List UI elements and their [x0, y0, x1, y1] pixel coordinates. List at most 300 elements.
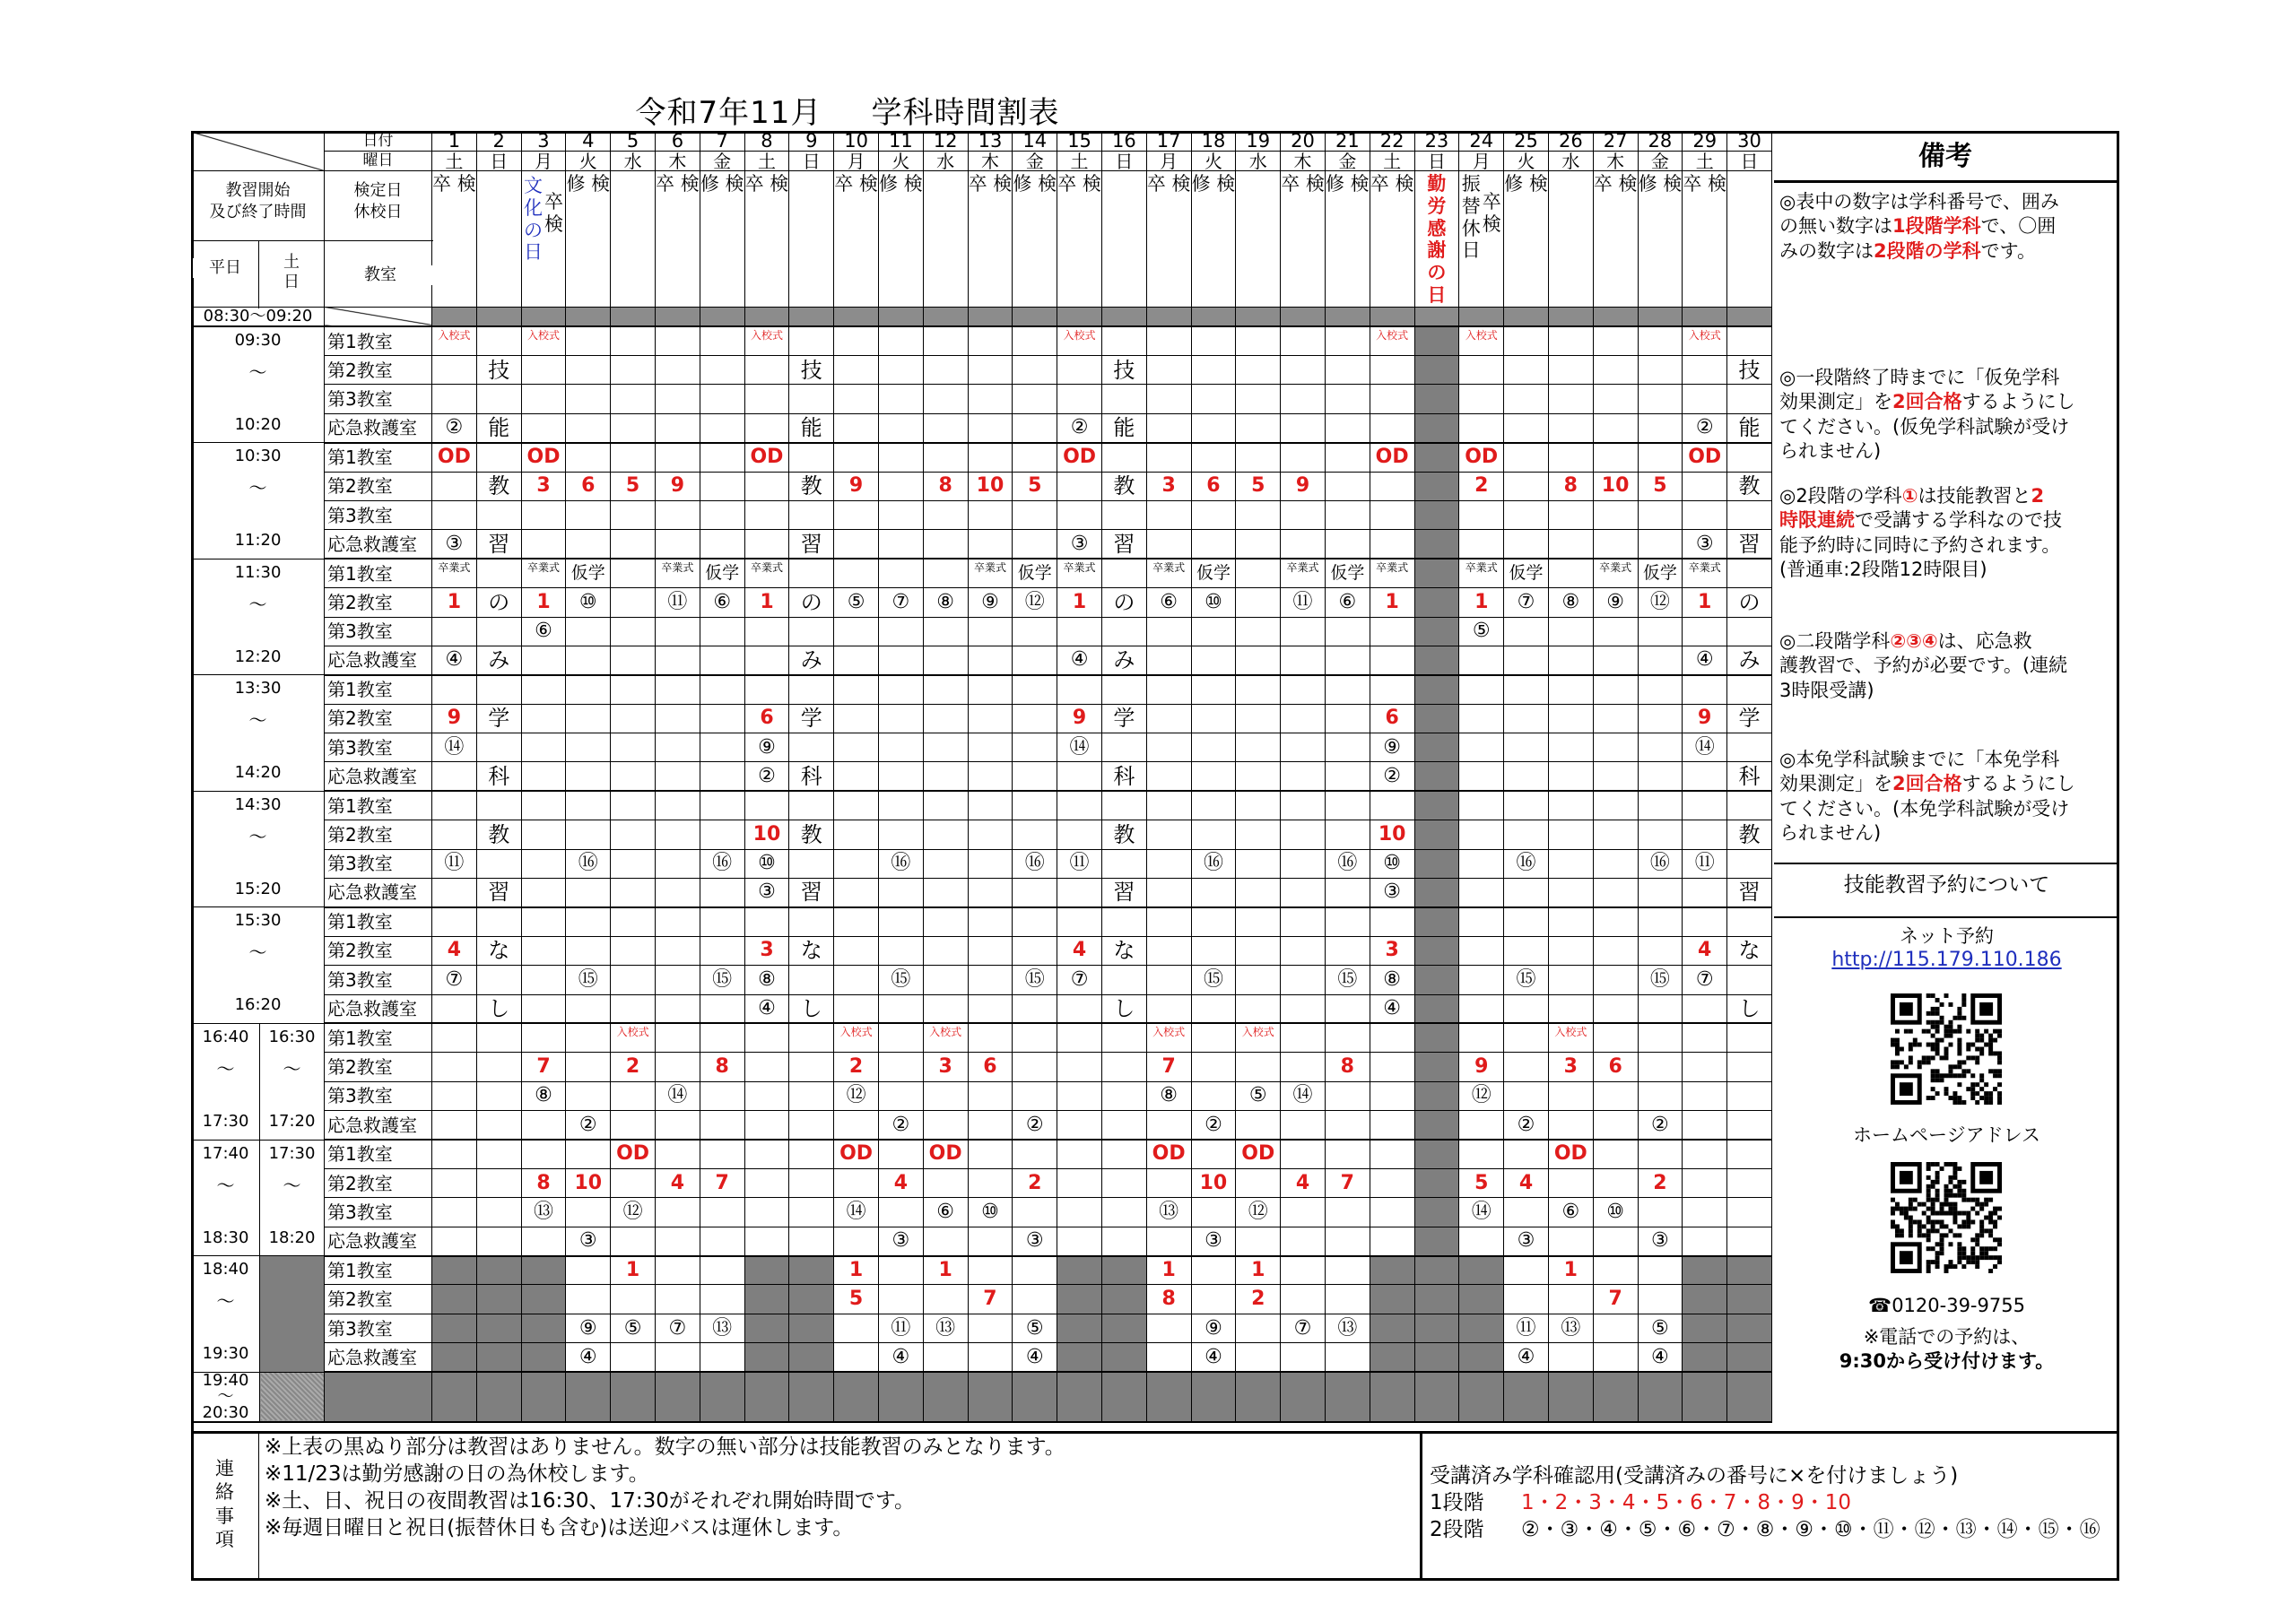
- lesson-cell: ②: [432, 413, 477, 442]
- lesson-cell: ④: [1057, 646, 1102, 674]
- lesson-cell: [1548, 385, 1593, 413]
- lesson-cell: [521, 966, 566, 994]
- phone-number: ☎0120-39-9755: [1868, 1295, 2025, 1316]
- lesson-cell: ⑭: [1281, 1081, 1326, 1110]
- closed-cell: [1504, 1372, 1549, 1422]
- slot-start-time: 13:30: [234, 679, 282, 698]
- closed-cell: [923, 1372, 968, 1422]
- lesson-cell: の: [1727, 588, 1772, 617]
- lesson-cell: [878, 443, 923, 472]
- lesson-cell: [611, 994, 656, 1023]
- lesson-cell: [1057, 820, 1102, 849]
- closed-cell: [1727, 1372, 1772, 1422]
- lesson-cell: [1146, 530, 1191, 559]
- lesson-cell: な: [1101, 936, 1146, 965]
- slot-start-time: 11:30: [234, 562, 282, 582]
- room-label: 第1教室: [325, 1140, 432, 1168]
- lesson-cell: [923, 879, 968, 907]
- closed-cell: [611, 1372, 656, 1422]
- lesson-cell: [1236, 1168, 1281, 1197]
- lesson-cell: [968, 1023, 1013, 1052]
- table-row: [192, 530, 1772, 559]
- lesson-cell: [923, 617, 968, 646]
- lesson-cell: ⑥: [923, 1198, 968, 1227]
- lesson-cell: [1593, 413, 1638, 442]
- lesson-cell: ⑪: [1281, 588, 1326, 617]
- lesson-cell: [1101, 559, 1146, 587]
- lesson-cell: [789, 1198, 834, 1227]
- lesson-cell: [655, 355, 700, 384]
- reservation-url-link[interactable]: http://115.179.110.186: [1831, 949, 2062, 971]
- lesson-cell: ⑮: [700, 966, 744, 994]
- lesson-cell: [1638, 355, 1683, 384]
- lesson-cell: [1325, 1256, 1370, 1285]
- contact-section: [191, 1431, 2119, 1581]
- lesson-cell: [700, 1285, 744, 1314]
- lesson-cell: [1057, 1081, 1102, 1110]
- lesson-cell: [1459, 530, 1504, 559]
- lesson-cell: [476, 1198, 521, 1227]
- lesson-cell: ③: [1638, 1227, 1683, 1255]
- lesson-cell: 2: [1236, 1285, 1281, 1314]
- lesson-cell: [1325, 1111, 1370, 1140]
- lesson-cell: ②: [1370, 762, 1414, 791]
- lesson-cell: ⑭: [655, 1081, 700, 1110]
- room-label: 第2教室: [325, 355, 432, 384]
- lesson-cell: [566, 385, 611, 413]
- lesson-cell: [1325, 443, 1370, 472]
- lesson-cell: [1593, 907, 1638, 936]
- lesson-cell: み: [1727, 646, 1772, 674]
- lesson-cell: [1548, 530, 1593, 559]
- lesson-cell: 6: [566, 472, 611, 500]
- last-slot-text: 20:30: [202, 1402, 249, 1422]
- lesson-cell: [878, 1140, 923, 1168]
- lesson-cell: ⑮: [1638, 966, 1683, 994]
- slot-end-time: 15:20: [234, 879, 282, 898]
- lesson-cell: [1504, 1285, 1549, 1314]
- lesson-cell: 卒業式: [1370, 559, 1414, 587]
- stage2-label: 2段階: [1430, 1518, 1484, 1541]
- lesson-cell: [834, 994, 879, 1023]
- closed-cell: [1459, 307, 1504, 326]
- weekday-cell: 火: [566, 152, 611, 171]
- lesson-cell: [1281, 733, 1326, 762]
- closed-cell: [1101, 1372, 1146, 1422]
- lesson-cell: [1281, 617, 1326, 646]
- lesson-cell: 卒業式: [1146, 559, 1191, 587]
- lesson-cell: [1683, 617, 1727, 646]
- exam-day-cell: 卒 検: [1370, 171, 1414, 308]
- lesson-cell: [1504, 936, 1549, 965]
- exam-day-cell: 卒 検: [1281, 171, 1326, 308]
- lesson-cell: [611, 326, 656, 355]
- lesson-cell: [1191, 443, 1236, 472]
- lesson-cell: [968, 849, 1013, 878]
- lesson-cell: [1459, 675, 1504, 704]
- lesson-cell: OD: [923, 1140, 968, 1168]
- lesson-cell: [1146, 443, 1191, 472]
- lesson-cell: 10: [566, 1168, 611, 1197]
- exam-day-cell: 卒 検: [744, 171, 789, 308]
- lesson-cell: [744, 1023, 789, 1052]
- lesson-cell: [1191, 936, 1236, 965]
- lesson-cell: [1414, 704, 1459, 733]
- lesson-cell: 入校式: [1370, 326, 1414, 355]
- lesson-cell: ⑪: [432, 849, 477, 878]
- lesson-cell: [1101, 1198, 1146, 1227]
- lesson-cell: [878, 879, 923, 907]
- lesson-cell: [1593, 1227, 1638, 1255]
- lesson-cell: [1057, 1140, 1102, 1168]
- table-row: [192, 385, 1772, 413]
- lesson-cell: 7: [1593, 1285, 1638, 1314]
- date-cell: 26: [1548, 132, 1593, 152]
- lesson-cell: [1593, 791, 1638, 820]
- lesson-cell: [1236, 879, 1281, 907]
- closed-cell: [1414, 307, 1459, 326]
- lesson-cell: [878, 472, 923, 500]
- lesson-cell: [700, 1081, 744, 1110]
- lesson-cell: [1236, 646, 1281, 674]
- slot-start-time: 17:30: [268, 1143, 316, 1163]
- lesson-cell: [1057, 617, 1102, 646]
- lesson-cell: [1459, 500, 1504, 529]
- lesson-cell: [1727, 1198, 1772, 1227]
- lesson-cell: [834, 646, 879, 674]
- lesson-cell: [923, 355, 968, 384]
- lesson-cell: [789, 443, 834, 472]
- slot-end-time: 17:20: [268, 1111, 316, 1131]
- lesson-cell: [1325, 530, 1370, 559]
- lesson-cell: [1191, 1023, 1236, 1052]
- table-row: [192, 1140, 1772, 1168]
- lesson-cell: ⑯: [1013, 849, 1057, 878]
- lesson-cell: [1459, 966, 1504, 994]
- lesson-cell: [923, 413, 968, 442]
- lesson-cell: [968, 1314, 1013, 1342]
- lesson-cell: [923, 791, 968, 820]
- weekday-cell: 水: [611, 152, 656, 171]
- lesson-cell: 2: [1638, 1168, 1683, 1197]
- lesson-cell: [1548, 762, 1593, 791]
- lesson-cell: [1191, 791, 1236, 820]
- lesson-cell: [1459, 879, 1504, 907]
- lesson-cell: [1013, 1285, 1057, 1314]
- lesson-cell: [1146, 385, 1191, 413]
- lesson-cell: [1683, 1023, 1727, 1052]
- lesson-cell: [611, 1343, 656, 1372]
- lesson-cell: [1325, 500, 1370, 529]
- lesson-cell: [744, 385, 789, 413]
- lesson-cell: 仮学: [566, 559, 611, 587]
- lesson-cell: [1325, 936, 1370, 965]
- lesson-cell: [1459, 1285, 1504, 1314]
- lesson-cell: [432, 1081, 477, 1110]
- lesson-cell: [1504, 1198, 1549, 1227]
- lesson-cell: [476, 443, 521, 472]
- lesson-cell: [968, 1111, 1013, 1140]
- closed-cell: [700, 1372, 744, 1422]
- lesson-cell: [1101, 385, 1146, 413]
- lesson-cell: [1727, 1140, 1772, 1168]
- lesson-cell: [1683, 907, 1727, 936]
- table-row: [192, 1168, 1772, 1197]
- lesson-cell: [1236, 355, 1281, 384]
- lesson-cell: [1504, 675, 1549, 704]
- room-label: 第1教室: [325, 907, 432, 936]
- lesson-cell: [1504, 1140, 1549, 1168]
- lesson-cell: [744, 1314, 789, 1342]
- lesson-cell: 2: [834, 1053, 879, 1081]
- lesson-cell: 卒業式: [744, 559, 789, 587]
- slot-time: [192, 675, 325, 792]
- lesson-cell: ⑮: [878, 966, 923, 994]
- lesson-cell: [1057, 1111, 1102, 1140]
- lesson-cell: 仮学: [1325, 559, 1370, 587]
- closed-cell: [476, 307, 521, 326]
- last-slot-text: 19:40: [202, 1372, 249, 1390]
- lesson-cell: [1013, 355, 1057, 384]
- lesson-cell: 3: [923, 1053, 968, 1081]
- table-row: [192, 132, 1772, 152]
- date-cell: 2: [476, 132, 521, 152]
- weekday-cell: 月: [1459, 152, 1504, 171]
- lesson-cell: [700, 1023, 744, 1052]
- lesson-cell: [878, 1285, 923, 1314]
- slot-start-time: 16:40: [202, 1027, 249, 1046]
- slot-wave: 〜: [248, 361, 267, 384]
- lesson-cell: [611, 879, 656, 907]
- lesson-cell: [1101, 675, 1146, 704]
- lesson-cell: [1057, 1198, 1102, 1227]
- lesson-cell: [611, 849, 656, 878]
- lesson-cell: ⑪: [1683, 849, 1727, 878]
- closed-cell: [1281, 307, 1326, 326]
- lesson-cell: [923, 443, 968, 472]
- lesson-cell: ⑮: [1504, 966, 1549, 994]
- lesson-cell: ⑤: [1638, 1314, 1683, 1342]
- lesson-cell: [1638, 500, 1683, 529]
- lesson-cell: [1370, 530, 1414, 559]
- lesson-cell: [611, 1285, 656, 1314]
- lesson-cell: [1281, 646, 1326, 674]
- lesson-cell: [1459, 791, 1504, 820]
- lesson-cell: 5: [1459, 1168, 1504, 1197]
- lesson-cell: [968, 500, 1013, 529]
- lesson-cell: [1325, 617, 1370, 646]
- lesson-cell: ⑨: [1370, 733, 1414, 762]
- exam-day-cell: 卒 検: [1146, 171, 1191, 308]
- lesson-cell: [566, 1081, 611, 1110]
- lesson-cell: [1683, 1081, 1727, 1110]
- lesson-cell: [1370, 1111, 1414, 1140]
- exam-day-cell: 文 化 の 日卒 検: [521, 171, 566, 308]
- closed-cell: [1325, 307, 1370, 326]
- lesson-cell: [1638, 1285, 1683, 1314]
- lesson-cell: [1370, 1081, 1414, 1110]
- lesson-cell: [1370, 1256, 1414, 1285]
- lesson-cell: [476, 1227, 521, 1255]
- lesson-cell: [1101, 1140, 1146, 1168]
- lesson-cell: [566, 675, 611, 704]
- lesson-cell: [789, 791, 834, 820]
- slot-time: [192, 443, 325, 559]
- lesson-cell: ⑮: [1191, 966, 1236, 994]
- lesson-cell: ③: [1013, 1227, 1057, 1255]
- room-label: 応急救護室: [325, 762, 432, 791]
- lesson-cell: [968, 530, 1013, 559]
- closed-cell: [566, 1372, 611, 1422]
- lesson-cell: [1191, 1198, 1236, 1227]
- lesson-cell: [923, 1168, 968, 1197]
- lesson-cell: [611, 704, 656, 733]
- stage1-values[interactable]: 1・2・3・4・5・6・7・8・9・10: [1521, 1491, 1851, 1514]
- lesson-cell: [1370, 1053, 1414, 1081]
- closed-cell: [1146, 307, 1191, 326]
- lesson-cell: OD: [521, 443, 566, 472]
- lesson-cell: [432, 472, 477, 500]
- lesson-cell: [968, 1081, 1013, 1110]
- lesson-cell: [1101, 1314, 1146, 1342]
- stage2-values[interactable]: ②・③・④・⑤・⑥・⑦・⑧・⑨・⑩・⑪・⑫・⑬・⑭・⑮・⑯: [1521, 1518, 2100, 1541]
- lesson-cell: [566, 500, 611, 529]
- lesson-cell: [1504, 617, 1549, 646]
- lesson-cell: [834, 443, 879, 472]
- closed-cell: [260, 1372, 325, 1422]
- lesson-cell: [1281, 500, 1326, 529]
- lesson-cell: [1057, 1023, 1102, 1052]
- date-cell: 29: [1683, 132, 1727, 152]
- lesson-cell: [834, 326, 879, 355]
- room-label: 応急救護室: [325, 1111, 432, 1140]
- closed-cell: [1191, 307, 1236, 326]
- lesson-cell: [521, 1111, 566, 1140]
- table-row: [192, 443, 1772, 472]
- lesson-cell: [700, 646, 744, 674]
- lesson-cell: [1593, 1343, 1638, 1372]
- lesson-cell: 1: [834, 1256, 879, 1285]
- slot-wave: 〜: [216, 1290, 235, 1313]
- lesson-cell: ⑫: [1013, 588, 1057, 617]
- lesson-cell: [744, 355, 789, 384]
- lesson-cell: ②: [566, 1111, 611, 1140]
- lesson-cell: [878, 1081, 923, 1110]
- date-cell: 1: [432, 132, 477, 152]
- lesson-cell: [923, 1285, 968, 1314]
- lesson-cell: [1638, 994, 1683, 1023]
- lesson-cell: [1101, 1111, 1146, 1140]
- completed-course-checklist: [1420, 1434, 2122, 1581]
- lesson-cell: 7: [521, 1053, 566, 1081]
- closed-cell: [789, 307, 834, 326]
- lesson-cell: 学: [789, 704, 834, 733]
- room-label: 第1教室: [325, 675, 432, 704]
- table-row: [192, 994, 1772, 1023]
- checklist-title: 受講済み学科確認用(受講済みの番号に×を付けましょう): [1430, 1464, 1959, 1488]
- lesson-cell: [1101, 617, 1146, 646]
- lesson-cell: [521, 907, 566, 936]
- lesson-cell: [1504, 907, 1549, 936]
- lesson-cell: 仮学: [1191, 559, 1236, 587]
- lesson-cell: [521, 1256, 566, 1285]
- lesson-cell: [1727, 326, 1772, 355]
- lesson-cell: [700, 907, 744, 936]
- lesson-cell: [1013, 1023, 1057, 1052]
- lesson-cell: [923, 936, 968, 965]
- lesson-cell: [1683, 1314, 1727, 1342]
- weekday-cell: 月: [521, 152, 566, 171]
- lesson-cell: [655, 1256, 700, 1285]
- lesson-cell: 入校式: [1459, 326, 1504, 355]
- phone-note: ※電話での予約は、 9:30から受け付けます。: [1839, 1326, 2055, 1373]
- lesson-cell: 6: [1191, 472, 1236, 500]
- lesson-cell: 習: [789, 879, 834, 907]
- lesson-cell: [1191, 413, 1236, 442]
- lesson-cell: [1638, 907, 1683, 936]
- lesson-cell: 8: [521, 1168, 566, 1197]
- lesson-cell: [1414, 443, 1459, 472]
- lesson-cell: み: [789, 646, 834, 674]
- lesson-cell: ⑭: [834, 1198, 879, 1227]
- lesson-cell: [1191, 675, 1236, 704]
- divider: [1774, 916, 2119, 918]
- lesson-cell: [834, 936, 879, 965]
- lesson-cell: [1146, 733, 1191, 762]
- lesson-cell: [566, 879, 611, 907]
- qr-code-reservation-icon[interactable]: [1891, 993, 2002, 1105]
- lesson-cell: [834, 559, 879, 587]
- lesson-cell: [1057, 1314, 1102, 1342]
- lesson-cell: [476, 1314, 521, 1342]
- lesson-cell: 5: [1236, 472, 1281, 500]
- room-label: 第3教室: [325, 1081, 432, 1110]
- lesson-cell: [1727, 1227, 1772, 1255]
- lesson-cell: [1504, 762, 1549, 791]
- lesson-cell: [1727, 1168, 1772, 1197]
- lesson-cell: [521, 820, 566, 849]
- contact-label: 連 絡 事 項: [191, 1434, 259, 1581]
- lesson-cell: [1013, 413, 1057, 442]
- lesson-cell: 10: [1370, 820, 1414, 849]
- lesson-cell: [1459, 1023, 1504, 1052]
- exam-day-cell: [789, 171, 834, 308]
- lesson-cell: [1325, 820, 1370, 849]
- lesson-cell: [1593, 1140, 1638, 1168]
- lesson-cell: [878, 413, 923, 442]
- room-label: 第3教室: [325, 966, 432, 994]
- room-label: 応急救護室: [325, 1227, 432, 1255]
- lesson-cell: [1459, 1314, 1504, 1342]
- lesson-cell: [1370, 355, 1414, 384]
- lesson-cell: [655, 1053, 700, 1081]
- lesson-cell: ⑭: [1459, 1198, 1504, 1227]
- closed-cell: [611, 307, 656, 326]
- lesson-cell: ⑭: [1683, 733, 1727, 762]
- lesson-cell: [1236, 1053, 1281, 1081]
- lesson-cell: [1638, 1053, 1683, 1081]
- qr-code-homepage-icon[interactable]: [1891, 1162, 2002, 1273]
- lesson-cell: [1414, 1256, 1459, 1285]
- slot-wave: 〜: [248, 709, 267, 732]
- lesson-cell: ⑨: [566, 1314, 611, 1342]
- lesson-cell: 入校式: [1236, 1023, 1281, 1052]
- lesson-cell: [1548, 849, 1593, 878]
- lesson-cell: ④: [1683, 646, 1727, 674]
- lesson-cell: [1414, 879, 1459, 907]
- lesson-cell: [1414, 355, 1459, 384]
- lesson-cell: [1414, 500, 1459, 529]
